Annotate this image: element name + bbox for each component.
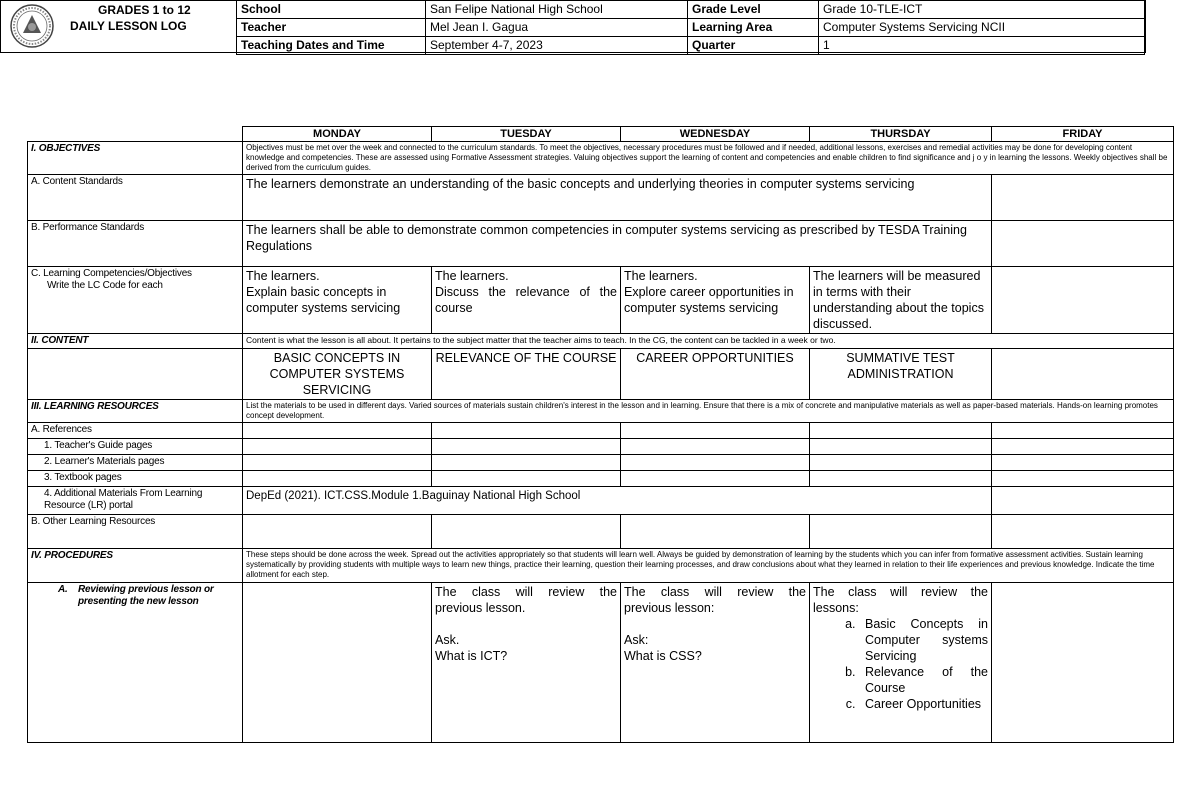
content-row bbox=[28, 334, 1174, 349]
objectives-row bbox=[28, 142, 1174, 175]
procedures-label: IV. PROCEDURES bbox=[28, 549, 243, 583]
procedure-a-wednesday-question: What is CSS? bbox=[624, 649, 702, 663]
content-tuesday: RELEVANCE OF THE COURSE bbox=[432, 349, 621, 400]
textbook-label: 3. Textbook pages bbox=[28, 471, 243, 487]
competencies-wednesday-intro: The learners. bbox=[624, 269, 698, 283]
procedure-a-tuesday-intro: The class will review the previous lesson. bbox=[435, 585, 617, 615]
competencies-label bbox=[28, 267, 243, 334]
other-resources-row bbox=[28, 515, 1174, 549]
learning-area-label: Learning Area bbox=[688, 19, 819, 37]
additional-materials-value: DepEd (2021). ICT.CSS.Module 1.Baguinay National High School bbox=[243, 487, 992, 515]
references-row bbox=[28, 423, 1174, 439]
objectives-label: I. OBJECTIVES bbox=[28, 142, 243, 175]
list-item: a. Basic Concepts in Computer systems Servicing bbox=[859, 616, 988, 664]
content-topics-blank bbox=[28, 349, 243, 400]
list-item: b. Relevance of the Course bbox=[859, 664, 988, 696]
content-topics-row bbox=[28, 349, 1174, 400]
deped-seal-icon bbox=[3, 3, 61, 49]
content-standards-row bbox=[28, 175, 1174, 221]
learning-area-value: Computer Systems Servicing NCII bbox=[819, 19, 1145, 37]
learners-materials-label: 2. Learner's Materials pages bbox=[28, 455, 243, 471]
procedure-a-row bbox=[28, 583, 1174, 743]
day-wednesday: WEDNESDAY bbox=[621, 127, 810, 142]
other-resources-label: B. Other Learning Resources bbox=[28, 515, 243, 549]
content-monday: BASIC CONCEPTS IN COMPUTER SYSTEMS SERVICING bbox=[243, 349, 432, 400]
procedure-a-label bbox=[28, 583, 243, 743]
resources-label: III. LEARNING RESOURCES bbox=[28, 400, 243, 423]
content-friday bbox=[992, 349, 1174, 400]
content-standards-label: A. Content Standards bbox=[28, 175, 243, 221]
procedures-description: These steps should be done across the week. Spread out the activities appropriately so that students will learn well. Always be guided by demonstration of learning by the students which you can infer from formative assessment activities. Sustain learning systematically by providing students with multiple ways to learn new things, practice their learning, question their learning processes, and draw conclusions about what they learned in relation to their life experiences and previous knowledge. Indicate the time allotment for each step. bbox=[243, 549, 1174, 583]
procedures-row bbox=[28, 549, 1174, 583]
procedure-a-monday bbox=[243, 583, 432, 743]
teaching-dates-value: September 4-7, 2023 bbox=[426, 37, 688, 55]
textbook-row bbox=[28, 471, 1174, 487]
procedure-a-tuesday-ask: Ask. bbox=[435, 633, 460, 647]
procedure-a-thursday-list bbox=[813, 616, 988, 712]
list-item: c. Career Opportunities bbox=[859, 696, 988, 712]
teacher-label: Teacher bbox=[237, 19, 426, 37]
grade-level-value: Grade 10-TLE-ICT bbox=[819, 1, 1145, 19]
content-standards-friday bbox=[992, 175, 1174, 221]
content-standards-text: The learners demonstrate an understanding of the basic concepts and underlying theories in computer systems servicing bbox=[243, 175, 992, 221]
grade-level-label: Grade Level bbox=[688, 1, 819, 19]
procedure-a-thursday-intro: The class will review the lessons: bbox=[813, 585, 988, 615]
procedure-a-wednesday-intro: The class will review the previous lesson: bbox=[624, 585, 806, 615]
competencies-sublabel: Write the LC Code for each bbox=[47, 280, 163, 291]
performance-standards-friday bbox=[992, 221, 1174, 267]
competencies-tuesday-intro: The learners. bbox=[435, 269, 509, 283]
document-title bbox=[70, 2, 260, 34]
additional-materials-row bbox=[28, 487, 1174, 515]
objectives-description: Objectives must be met over the week and connected to the curriculum standards. To meet the objectives, necessary procedures must be followed and if needed, additional lessons, exercises and remedial activities may be done for developing content knowledge and competencies. These are assessed using Formative Assessment strategies. Valuing objectives support the learning of content and competencies and enable children to find significance and j o y in learning the lessons. Weekly objectives shall be derived from the curriculum guides. bbox=[243, 142, 1174, 175]
procedure-a-tuesday bbox=[432, 583, 621, 743]
procedure-a-thursday bbox=[810, 583, 992, 743]
procedure-a-wednesday-ask: Ask: bbox=[624, 633, 649, 647]
competencies-tuesday bbox=[432, 267, 621, 334]
days-header-row bbox=[28, 127, 1174, 142]
teachers-guide-row bbox=[28, 439, 1174, 455]
procedure-a-friday bbox=[992, 583, 1174, 743]
resources-row bbox=[28, 400, 1174, 423]
competencies-friday bbox=[992, 267, 1174, 334]
day-friday: FRIDAY bbox=[992, 127, 1174, 142]
competencies-monday-text: Explain basic concepts in computer systems servicing bbox=[246, 285, 401, 315]
content-wednesday: CAREER OPPORTUNITIES bbox=[621, 349, 810, 400]
quarter-label: Quarter bbox=[688, 37, 819, 55]
lesson-log-table bbox=[27, 126, 1174, 743]
procedure-a-wednesday bbox=[621, 583, 810, 743]
procedure-a-tuesday-question: What is ICT? bbox=[435, 649, 508, 663]
learners-materials-row bbox=[28, 455, 1174, 471]
title-line-1: GRADES 1 to 12 bbox=[98, 3, 191, 17]
teachers-guide-label: 1. Teacher's Guide pages bbox=[28, 439, 243, 455]
quarter-value: 1 bbox=[819, 37, 1145, 55]
title-line-2: DAILY LESSON LOG bbox=[70, 19, 187, 33]
competencies-monday-intro: The learners. bbox=[246, 269, 320, 283]
performance-standards-label: B. Performance Standards bbox=[28, 221, 243, 267]
header-block bbox=[0, 0, 1146, 53]
content-description: Content is what the lesson is all about. It pertains to the subject matter that the teacher aims to teach. In the CG, the content can be tackled in a week or two. bbox=[243, 334, 1174, 349]
references-label: A. References bbox=[28, 423, 243, 439]
performance-standards-row bbox=[28, 221, 1174, 267]
competencies-tuesday-text: Discuss the relevance of the course bbox=[435, 285, 617, 315]
competencies-thursday: The learners will be measured in terms with their understanding about the topics discussed. bbox=[810, 267, 992, 334]
content-thursday: SUMMATIVE TEST ADMINISTRATION bbox=[810, 349, 992, 400]
day-thursday: THURSDAY bbox=[810, 127, 992, 142]
teacher-value: Mel Jean I. Gagua bbox=[426, 19, 688, 37]
teaching-dates-label: Teaching Dates and Time bbox=[237, 37, 426, 55]
day-monday: MONDAY bbox=[243, 127, 432, 142]
additional-materials-friday bbox=[992, 487, 1174, 515]
header-grid bbox=[236, 0, 1145, 55]
competencies-wednesday-text: Explore career opportunities in computer systems servicing bbox=[624, 285, 794, 315]
procedure-a-text: Reviewing previous lesson or presenting the new lesson bbox=[78, 584, 214, 607]
competencies-wednesday bbox=[621, 267, 810, 334]
day-tuesday: TUESDAY bbox=[432, 127, 621, 142]
resources-description: List the materials to be used in different days. Varied sources of materials sustain children's interest in the lesson and in learning. Ensure that there is a mix of concrete and manipulative materials as well as paper-based materials. Hands-on learning promotes concept development. bbox=[243, 400, 1174, 423]
procedure-a-letter: A. bbox=[58, 584, 68, 595]
school-value: San Felipe National High School bbox=[426, 1, 688, 19]
content-label: II. CONTENT bbox=[28, 334, 243, 349]
competencies-monday bbox=[243, 267, 432, 334]
additional-materials-label: 4. Additional Materials From Learning Resource (LR) portal bbox=[28, 487, 243, 515]
competencies-title: C. Learning Competencies/Objectives bbox=[31, 268, 192, 279]
performance-standards-text: The learners shall be able to demonstrate common competencies in computer systems servicing as prescribed by TESDA Training Regulations bbox=[243, 221, 992, 267]
school-label: School bbox=[237, 1, 426, 19]
competencies-row bbox=[28, 267, 1174, 334]
